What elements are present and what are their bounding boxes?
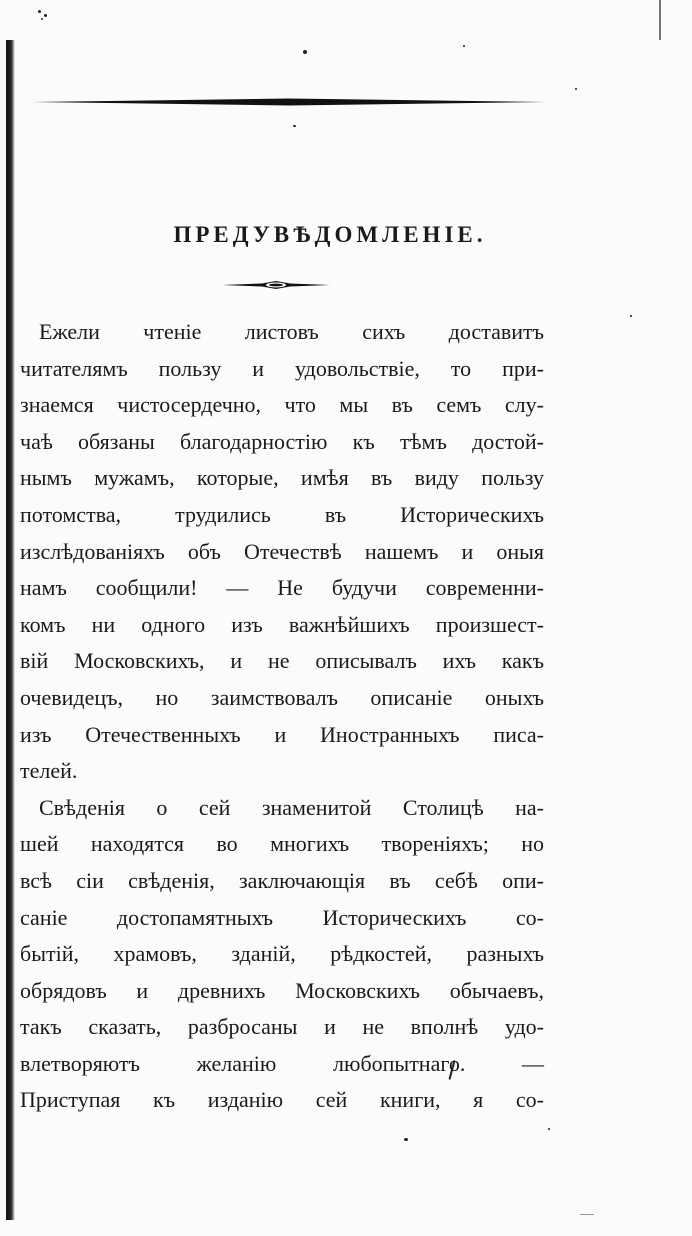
text-line: шей находятся во многихъ творенiяхъ; но	[20, 831, 544, 857]
text-line: обрядовъ и древнихъ Московскихъ обычаевъ,	[20, 977, 544, 1003]
text-line: очевидецъ, но заимствовалъ описанiе оныхъ	[20, 684, 544, 710]
text-line: знаемся чистосердечно, что мы въ семъ слу-	[20, 392, 544, 418]
scan-edge-line	[659, 0, 661, 40]
text-line: читателямъ пользу и удовольствiе, то при-	[20, 355, 544, 381]
text-line: влетворяютъ желанiю любопытнаго. —	[20, 1050, 544, 1076]
body-text	[20, 314, 544, 1119]
text-line: Ежели чтенiе листовъ сихъ доставитъ	[39, 319, 544, 344]
text-line: изслѣдованiяхъ объ Отечествѣ нашемъ и оныя	[20, 538, 544, 564]
text-line: намъ сообщили! — Не будучи современни-	[20, 575, 544, 601]
scan-speck	[580, 1214, 594, 1215]
text-line: санiе достопамятныхъ Историческихъ со-	[20, 904, 544, 930]
scan-speck	[44, 14, 47, 17]
scan-speck	[303, 50, 307, 54]
text-line: такъ сказать, разбросаны и не вполнѣ удо-	[20, 1014, 544, 1040]
text-line: потомства, трудились въ Историческихъ	[20, 501, 544, 527]
scan-speck	[463, 45, 465, 47]
text-line: телей.	[20, 758, 78, 784]
title-ornament	[222, 280, 330, 290]
text-line: комъ ни одного изъ важнѣйшихъ произшест-	[20, 611, 544, 637]
text-line: изъ Отечественныхъ и Иностранныхъ писа-	[20, 721, 544, 747]
head-rule-ornament	[32, 98, 546, 106]
scan-speck	[38, 10, 41, 13]
text-line: нымъ мужамъ, которые, имѣя въ виду пользу	[20, 465, 544, 491]
section-title: ПРЕДУВѢДОМЛЕНIЕ.	[173, 222, 487, 247]
text-line: Приступая къ изданiю сей книги, я со-	[20, 1087, 544, 1113]
scan-speck	[548, 1128, 550, 1130]
scan-speck	[41, 18, 43, 20]
scan-speck	[404, 1138, 408, 1141]
scan-speck	[630, 315, 632, 317]
text-line: всѣ сiи свѣденiя, заключающiя въ себѣ опи-	[20, 867, 544, 893]
scan-speck	[293, 125, 296, 127]
text-line: бытiй, храмовъ, зданiй, рѣдкостей, разныхъ	[20, 941, 544, 967]
text-line: вiй Московскихъ, и не описывалъ ихъ какъ	[20, 648, 544, 674]
text-line: чаѣ обязаны благодарностiю къ тѣмъ достой-	[20, 428, 544, 454]
text-line: Свѣденiя о сей знаменитой Столицѣ на-	[39, 794, 544, 820]
scan-speck	[575, 88, 577, 90]
binding-edge-shadow	[6, 40, 15, 1220]
